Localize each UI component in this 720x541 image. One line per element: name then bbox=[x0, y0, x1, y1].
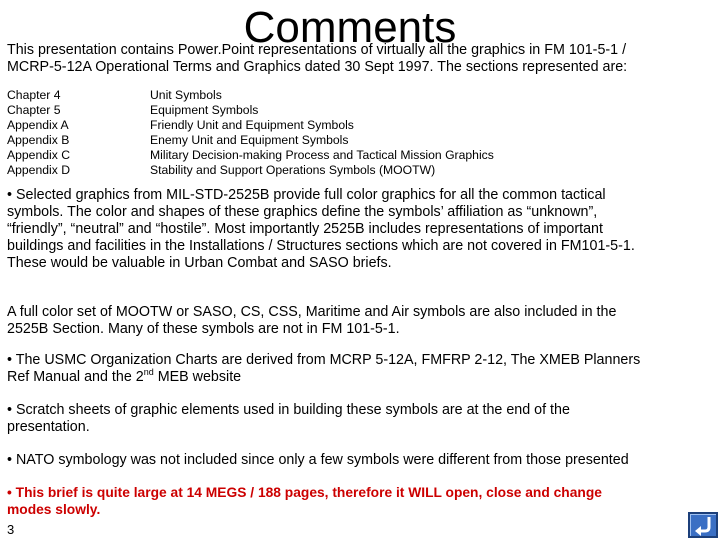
paragraph-text: MEB website bbox=[153, 369, 242, 385]
full-color-set-paragraph bbox=[7, 304, 719, 338]
list-item bbox=[7, 148, 627, 163]
section-key: Appendix A bbox=[7, 118, 69, 133]
mil-std-paragraph bbox=[7, 187, 719, 272]
list-item bbox=[7, 118, 627, 133]
list-item bbox=[7, 133, 627, 148]
intro-line: This presentation contains Power.Point representations of virtually all the graphics in FM 101-5-1 / bbox=[7, 42, 627, 58]
paragraph-line: “friendly”, “neutral” and “hostile”. Most importantly 2525B includes representations of important bbox=[7, 221, 603, 237]
section-key: Appendix B bbox=[7, 133, 70, 148]
paragraph-line: 2525B Section. Many of these symbols are not in FM 101-5-1. bbox=[7, 321, 400, 337]
section-value: Enemy Unit and Equipment Symbols bbox=[150, 133, 349, 148]
section-value: Military Decision-making Process and Tactical Mission Graphics bbox=[150, 148, 494, 163]
paragraph-text: Ref Manual and the 2 bbox=[7, 369, 144, 385]
paragraph-line: modes slowly. bbox=[7, 502, 101, 517]
scratch-sheets-paragraph bbox=[7, 402, 719, 436]
return-button[interactable] bbox=[688, 512, 718, 538]
section-value: Unit Symbols bbox=[150, 88, 222, 102]
section-value: Equipment Symbols bbox=[150, 103, 259, 118]
nato-paragraph bbox=[7, 452, 719, 469]
section-value: Stability and Support Operations Symbols (MOOTW) bbox=[150, 163, 436, 178]
section-key: Appendix C bbox=[7, 148, 71, 163]
list-item bbox=[7, 103, 627, 118]
slide-title: Comments bbox=[243, 3, 457, 52]
intro-text bbox=[7, 42, 715, 76]
paragraph-line: • Selected graphics from MIL-STD-2525B provide full color graphics for all the common tactical bbox=[7, 187, 606, 203]
section-key: Appendix D bbox=[7, 163, 71, 178]
paragraph-line bbox=[7, 369, 719, 386]
paragraph-line: These would be valuable in Urban Combat and SASO briefs. bbox=[7, 255, 392, 271]
section-key: Chapter 4 bbox=[7, 88, 61, 102]
paragraph-line: symbols. The color and shapes of these graphics define the symbols’ affiliation as “unknown”, bbox=[7, 204, 598, 220]
usmc-charts-paragraph bbox=[7, 352, 719, 386]
page-number: 3 bbox=[7, 522, 15, 537]
paragraph-line: • NATO symbology was not included since only a few symbols were different from those presented bbox=[7, 452, 629, 468]
paragraph-line: • The USMC Organization Charts are derived from MCRP 5-12A, FMFRP 2-12, The XMEB Planners bbox=[7, 352, 641, 368]
brief-size-warning bbox=[7, 484, 719, 518]
section-key: Chapter 5 bbox=[7, 103, 61, 118]
paragraph-line: A full color set of MOOTW or SASO, CS, CSS, Maritime and Air symbols are also included in the bbox=[7, 304, 617, 320]
list-item bbox=[7, 88, 627, 103]
section-value: Friendly Unit and Equipment Symbols bbox=[150, 118, 354, 133]
ordinal-suffix: nd bbox=[143, 367, 154, 378]
return-arrow-icon bbox=[690, 514, 716, 536]
intro-line: MCRP-5-12A Operational Terms and Graphics dated 30 Sept 1997. The sections represented are: bbox=[7, 59, 628, 75]
paragraph-line: buildings and facilities in the Installations / Structures sections which are not covered in FM101-5-1. bbox=[7, 238, 635, 254]
list-item bbox=[7, 163, 627, 178]
sections-list bbox=[7, 88, 627, 179]
paragraph-line: presentation. bbox=[7, 419, 90, 435]
paragraph-line: • Scratch sheets of graphic elements used in building these symbols are at the end of the bbox=[7, 402, 570, 418]
paragraph-line: • This brief is quite large at 14 MEGS / 188 pages, therefore it WILL open, close and change bbox=[7, 485, 602, 500]
